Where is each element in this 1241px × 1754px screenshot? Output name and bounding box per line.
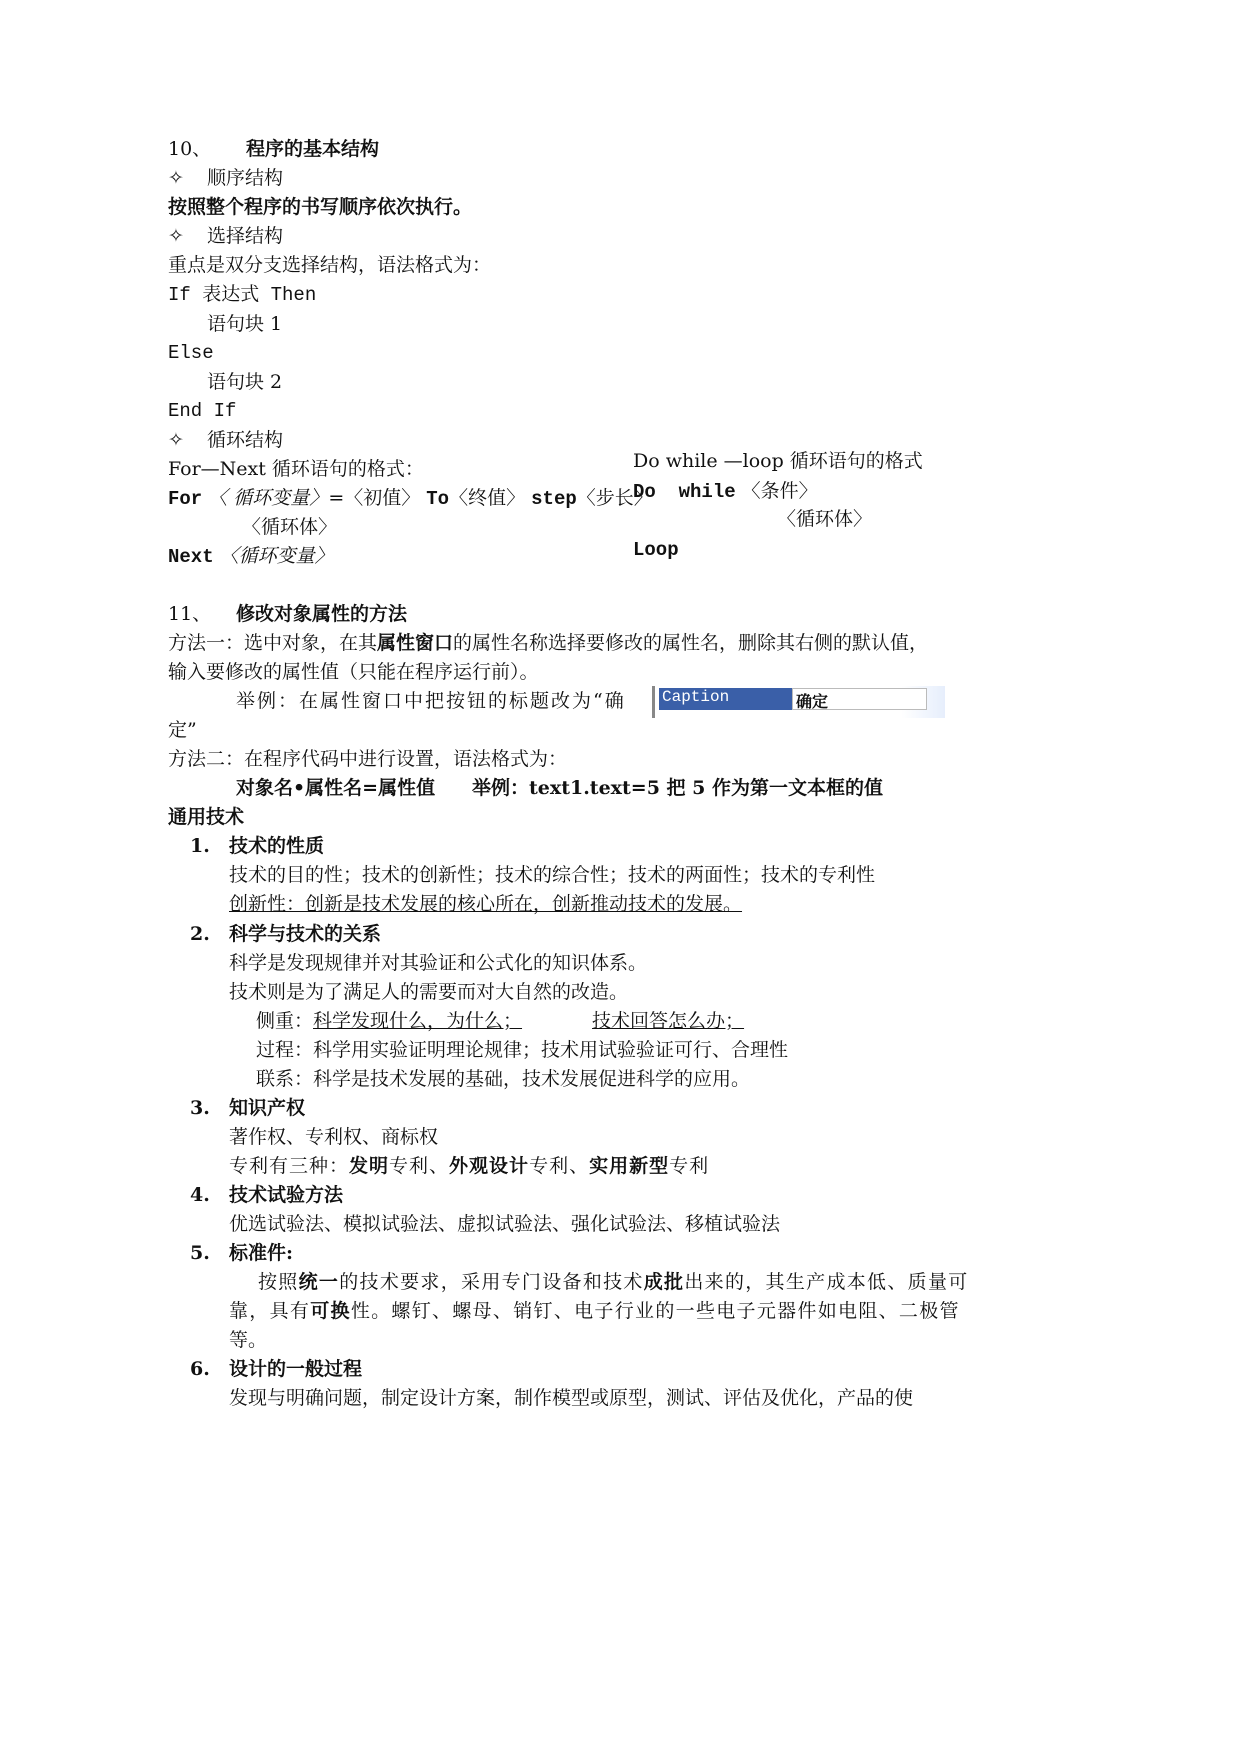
example1-cont: 定” (168, 719, 197, 741)
method1 (168, 631, 928, 655)
item-number: 4. (190, 1184, 210, 1206)
text-line: 科学是发现规律并对其验证和公式化的知识体系。 (229, 952, 648, 974)
text-line: 创新性：创新是技术发展的核心所在，创新推动技术的发展。 (229, 893, 743, 915)
tech-title: 通用技术 (168, 806, 245, 828)
t: 的技术要求，采用专门设备和技术 (339, 1271, 644, 1293)
text-line: 技术的目的性；技术的创新性；技术的综合性；技术的两面性；技术的专利性 (229, 864, 876, 886)
t: 专利有三种： (229, 1155, 350, 1177)
t: 统一 (298, 1271, 340, 1293)
end: 〈终值〉 (449, 487, 526, 509)
var: 〈循环变量〉 (219, 545, 334, 567)
t: 的属性名称选择要修改的属性名，删除其右侧的默认值， (453, 632, 929, 654)
method1-cont: 输入要修改的属性值（只能在程序运行前）。 (168, 661, 539, 683)
cond: 〈条件〉 (741, 480, 818, 502)
text-line: 优选试验法、模拟试验法、虚拟试验法、强化试验法、移植试验法 (229, 1213, 781, 1235)
patent-line (229, 1154, 709, 1178)
example1: 举例：在属性窗口中把按钮的标题改为“确 (236, 690, 626, 712)
do-body: 〈循环体〉 (777, 508, 873, 530)
t: 性。螺钉、螺母、销钉、电子行业的一些电子元器件如电阻、二极管 (350, 1300, 960, 1322)
text-line: 过程：科学用实验证明理论规律；技术用试验验证可行、合理性 (256, 1039, 789, 1061)
next-line (168, 544, 334, 569)
t: 靠，具有 (229, 1300, 311, 1322)
t: 可换 (310, 1300, 351, 1322)
selection-label: 选择结构 (207, 225, 284, 247)
kw: Next (168, 546, 214, 568)
sequence-desc: 按照整个程序的书写顺序依次执行。 (168, 196, 473, 218)
code-line: 语句块 2 (207, 371, 283, 393)
var: 〈 循环变量〉 (208, 487, 329, 509)
t: 专利 (669, 1155, 710, 1177)
do-line (633, 479, 818, 504)
t: 外观设计 (449, 1155, 530, 1177)
t: 专利、 (389, 1155, 450, 1177)
t: 专利、 (529, 1155, 590, 1177)
text-line (229, 1299, 960, 1323)
sequence-label: 顺序结构 (207, 167, 284, 189)
t: 按照 (258, 1271, 299, 1293)
text-line (258, 1270, 969, 1294)
diamond-bullet-icon: ✧ (168, 225, 184, 247)
for-title: For—Next 循环语句的格式： (168, 458, 424, 480)
do-title: Do while —loop 循环语句的格式 (633, 450, 923, 472)
property-name: Caption (659, 688, 792, 710)
text-line: 联系：科学是技术发展的基础，技术发展促进科学的应用。 (256, 1068, 751, 1090)
method2: 方法二：在程序代码中进行设置，语法格式为： (168, 748, 568, 770)
diamond-bullet-icon: ✧ (168, 167, 184, 189)
kw: To (426, 488, 450, 510)
code-line: 语句块 1 (207, 313, 283, 335)
section-11-title: 修改对象属性的方法 (236, 603, 408, 625)
text-line: 发现与明确问题，制定设计方案，制作模型或原型，测试、评估及优化，产品的使 (229, 1387, 914, 1409)
text-line: 技术则是为了满足人的需要而对大自然的改造。 (229, 981, 629, 1003)
method2-syntax: 对象名•属性名=属性值 (236, 777, 436, 799)
kw: Do while (633, 481, 736, 503)
property-value: 确定 (792, 688, 927, 710)
t: 科学发现什么，为什么； (313, 1010, 523, 1032)
item-number: 2. (190, 923, 210, 945)
item-title: 技术的性质 (229, 835, 325, 857)
item-number: 3. (190, 1097, 210, 1119)
item-title: 标准件: (229, 1242, 294, 1264)
step: 〈步长〉 (576, 487, 653, 509)
code-line: End If (168, 400, 237, 422)
section-10-number: 10、 (168, 138, 212, 160)
item-number: 1. (190, 835, 210, 857)
t: 方法一：选中对象，在其 (168, 632, 378, 654)
loop-label: 循环结构 (207, 429, 284, 451)
focus-line (256, 1009, 744, 1033)
method2-example: 举例：text1.text=5 把 5 作为第一文本框的值 (472, 777, 883, 799)
t: 技术回答怎么办； (592, 1010, 745, 1032)
code-line: Else (168, 342, 214, 364)
property-window-image (652, 686, 945, 718)
kw: step (531, 488, 577, 510)
item-number: 6. (190, 1358, 210, 1380)
t: 侧重： (256, 1010, 314, 1032)
t: 发明 (349, 1155, 390, 1177)
item-title: 技术试验方法 (229, 1184, 344, 1206)
t: 实用新型 (589, 1155, 670, 1177)
selection-desc: 重点是双分支选择结构，语法格式为： (168, 254, 492, 276)
t: 出来的，其生产成本低、质量可 (684, 1271, 969, 1293)
item-title: 设计的一般过程 (229, 1358, 363, 1380)
text-line: 等。 (229, 1329, 268, 1351)
loop-kw: Loop (633, 539, 679, 561)
section-10-title: 程序的基本结构 (246, 138, 380, 160)
text-line: 著作权、专利权、商标权 (229, 1126, 439, 1148)
init: =〈初值〉 (328, 487, 421, 509)
section-11-number: 11、 (168, 603, 212, 625)
for-line (168, 486, 653, 511)
item-title: 科学与技术的关系 (229, 923, 382, 945)
kw: For (168, 488, 203, 510)
item-title: 知识产权 (229, 1097, 306, 1119)
t: 成批 (643, 1271, 685, 1293)
t: 属性窗口 (377, 632, 454, 654)
item-number: 5. (190, 1242, 210, 1264)
diamond-bullet-icon: ✧ (168, 429, 184, 451)
for-body: 〈循环体〉 (242, 516, 338, 538)
code-line: If 表达式 Then (168, 284, 317, 306)
